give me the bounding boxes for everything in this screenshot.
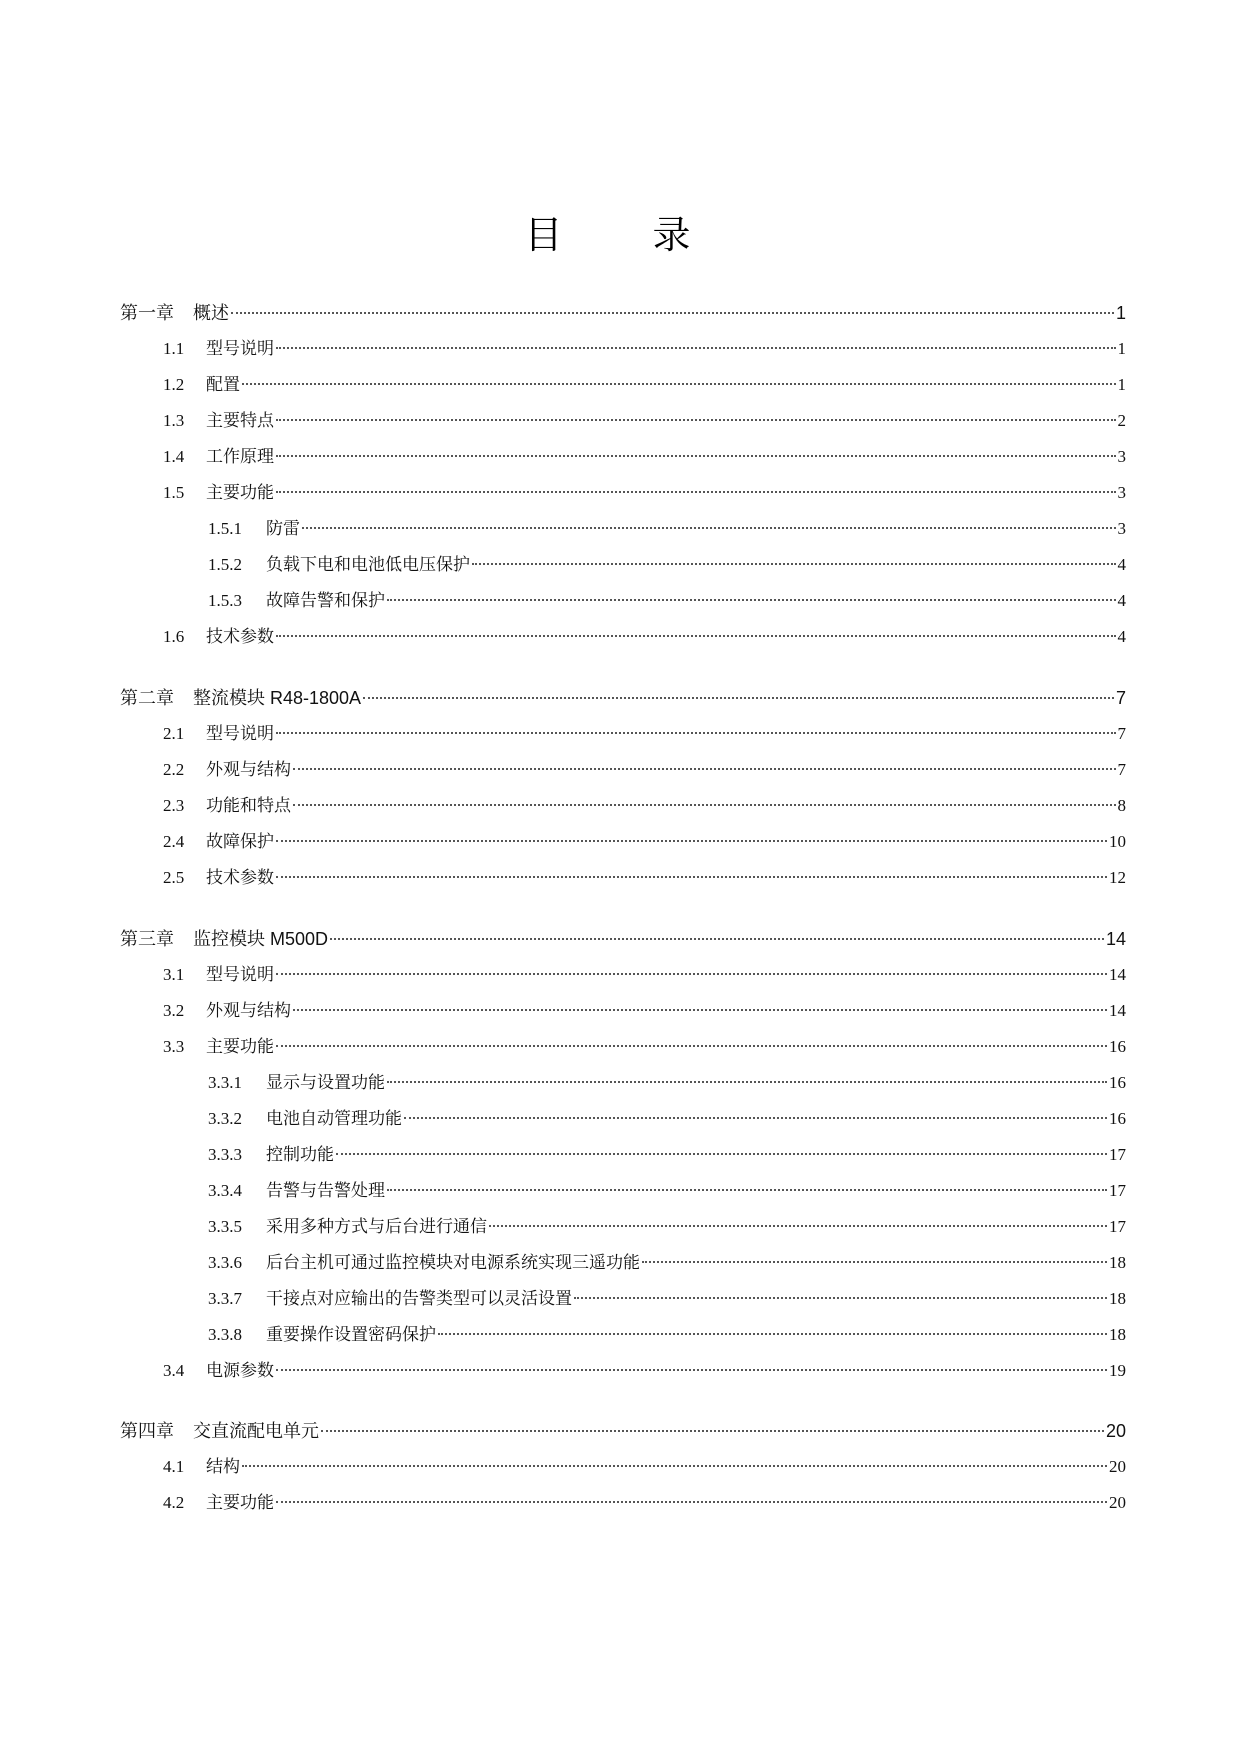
dot-leader bbox=[404, 1117, 1107, 1119]
toc-entry-page: 4 bbox=[1117, 555, 1126, 574]
toc-entry[interactable] bbox=[208, 1140, 1126, 1170]
toc-entry[interactable] bbox=[208, 1068, 1126, 1098]
toc-entry-page: 18 bbox=[1109, 1253, 1126, 1272]
toc-entry-title: 主要功能 bbox=[206, 483, 274, 502]
toc-entry-number: 3.1 bbox=[163, 965, 185, 984]
toc-entry-title: 主要功能 bbox=[206, 1037, 274, 1056]
toc-entry-number: 3.3.4 bbox=[208, 1181, 242, 1200]
toc-entry[interactable] bbox=[208, 1284, 1126, 1314]
dot-leader bbox=[276, 840, 1107, 842]
toc-entry-number: 3.4 bbox=[163, 1361, 185, 1380]
toc-entry[interactable] bbox=[163, 755, 1126, 785]
dot-leader bbox=[276, 419, 1116, 421]
dot-leader bbox=[363, 697, 1114, 699]
toc-entry[interactable] bbox=[163, 791, 1126, 821]
toc-entry-title: 技术参数 bbox=[206, 868, 274, 887]
dot-leader bbox=[276, 491, 1116, 493]
toc-entry-number: 2.5 bbox=[163, 868, 185, 887]
toc-entry-page: 18 bbox=[1109, 1289, 1126, 1308]
dot-leader bbox=[276, 973, 1107, 975]
toc-entry-page: 10 bbox=[1109, 832, 1126, 851]
toc-entry-number: 2.4 bbox=[163, 832, 185, 851]
toc-entry-page: 14 bbox=[1109, 1001, 1126, 1020]
toc-entry-page: 20 bbox=[1109, 1457, 1126, 1476]
toc-entry[interactable] bbox=[163, 1032, 1126, 1062]
toc-entry-page: 18 bbox=[1109, 1325, 1126, 1344]
toc-entry-title: 概述 bbox=[193, 303, 229, 323]
toc-entry-number: 1.5.3 bbox=[208, 591, 242, 610]
toc-entry-page: 17 bbox=[1109, 1181, 1126, 1200]
toc-entry-title: 型号说明 bbox=[206, 965, 274, 984]
dot-leader bbox=[293, 804, 1116, 806]
toc-entry-page: 19 bbox=[1109, 1361, 1126, 1380]
toc-entry-page: 1 bbox=[1115, 303, 1126, 323]
toc-entry-page: 3 bbox=[1117, 519, 1126, 538]
toc-entry[interactable] bbox=[163, 478, 1126, 508]
dot-leader bbox=[293, 768, 1116, 770]
toc-entry-number: 2.1 bbox=[163, 724, 185, 743]
toc-entry-page: 12 bbox=[1109, 868, 1126, 887]
dot-leader bbox=[276, 455, 1116, 457]
toc-entry-title: 电池自动管理功能 bbox=[266, 1109, 402, 1128]
toc-entry[interactable] bbox=[163, 863, 1126, 893]
dot-leader bbox=[293, 1009, 1107, 1011]
toc-entry-title: 配置 bbox=[206, 375, 240, 394]
toc-entry-title: 整流模块 R48-1800A bbox=[193, 688, 362, 708]
toc-entry-title: 型号说明 bbox=[206, 339, 274, 358]
toc-entry-number: 4.1 bbox=[163, 1457, 185, 1476]
toc-entry-title: 故障告警和保护 bbox=[266, 591, 385, 610]
toc-entry-page: 20 bbox=[1105, 1421, 1126, 1441]
toc-entry-title: 显示与设置功能 bbox=[266, 1073, 385, 1092]
toc-entry[interactable] bbox=[208, 550, 1126, 580]
toc-entry[interactable] bbox=[208, 1104, 1126, 1134]
dot-leader bbox=[276, 876, 1107, 878]
toc-entry-number: 1.3 bbox=[163, 411, 185, 430]
toc-entry-page: 7 bbox=[1117, 760, 1126, 779]
toc-entry-title: 工作原理 bbox=[206, 447, 274, 466]
toc-entry-title: 采用多种方式与后台进行通信 bbox=[266, 1217, 487, 1236]
toc-entry-page: 3 bbox=[1117, 447, 1126, 466]
dot-leader bbox=[574, 1297, 1107, 1299]
toc-entry-page: 7 bbox=[1117, 724, 1126, 743]
toc-entry-title: 监控模块 M500D bbox=[193, 929, 329, 949]
toc-entry-number: 2.3 bbox=[163, 796, 185, 815]
toc-entry-title: 结构 bbox=[206, 1457, 240, 1476]
dot-leader bbox=[276, 732, 1116, 734]
toc-entry-title: 告警与告警处理 bbox=[266, 1181, 385, 1200]
dot-leader bbox=[276, 1369, 1107, 1371]
toc-entry-title: 型号说明 bbox=[206, 724, 274, 743]
toc-entry-title: 技术参数 bbox=[206, 627, 274, 646]
toc-entry[interactable] bbox=[163, 996, 1126, 1026]
toc-entry-number: 1.5 bbox=[163, 483, 185, 502]
toc-entry-number: 3.3.2 bbox=[208, 1109, 242, 1128]
dot-leader bbox=[387, 1081, 1107, 1083]
dot-leader bbox=[330, 938, 1104, 940]
toc-entry-title: 负载下电和电池低电压保护 bbox=[266, 555, 470, 574]
toc-entry-title: 重要操作设置密码保护 bbox=[266, 1325, 436, 1344]
toc-entry-page: 20 bbox=[1109, 1493, 1126, 1512]
toc-entry-page: 17 bbox=[1109, 1145, 1126, 1164]
toc-entry[interactable] bbox=[163, 719, 1126, 749]
toc-entry-title: 外观与结构 bbox=[206, 1001, 291, 1020]
toc-entry-title: 功能和特点 bbox=[206, 796, 291, 815]
toc-entry-page: 1 bbox=[1117, 339, 1126, 358]
dot-leader bbox=[438, 1333, 1107, 1335]
dot-leader bbox=[642, 1261, 1107, 1263]
dot-leader bbox=[489, 1225, 1107, 1227]
toc-entry-page: 16 bbox=[1109, 1109, 1126, 1128]
toc-entry-number: 3.3.6 bbox=[208, 1253, 242, 1272]
toc-entry-number: 4.2 bbox=[163, 1493, 185, 1512]
dot-leader bbox=[387, 599, 1116, 601]
toc-entry[interactable] bbox=[163, 1488, 1126, 1518]
toc-entry-number: 1.6 bbox=[163, 627, 185, 646]
toc-entry[interactable] bbox=[163, 442, 1126, 472]
toc-entry[interactable] bbox=[163, 334, 1126, 364]
toc-entry-number: 第二章 bbox=[120, 688, 174, 708]
toc-entry[interactable] bbox=[120, 683, 1126, 713]
toc-entry[interactable] bbox=[163, 1356, 1126, 1386]
toc-entry-number: 第一章 bbox=[120, 303, 174, 323]
toc-entry-number: 3.3.1 bbox=[208, 1073, 242, 1092]
toc-entry[interactable] bbox=[208, 514, 1126, 544]
toc-entry-number: 1.5.1 bbox=[208, 519, 242, 538]
toc-entry[interactable] bbox=[120, 924, 1126, 954]
dot-leader bbox=[387, 1189, 1107, 1191]
toc-entry-page: 16 bbox=[1109, 1037, 1126, 1056]
toc-entry-title: 后台主机可通过监控模块对电源系统实现三遥功能 bbox=[266, 1253, 640, 1272]
dot-leader bbox=[321, 1430, 1104, 1432]
toc-entry-number: 1.1 bbox=[163, 339, 185, 358]
toc-entry-page: 14 bbox=[1109, 965, 1126, 984]
toc-entry-page: 16 bbox=[1109, 1073, 1126, 1092]
toc-entry-title: 外观与结构 bbox=[206, 760, 291, 779]
toc-entry-number: 3.3.3 bbox=[208, 1145, 242, 1164]
toc-entry-page: 17 bbox=[1109, 1217, 1126, 1236]
dot-leader bbox=[472, 563, 1116, 565]
dot-leader bbox=[276, 1501, 1107, 1503]
toc-title: 目 录 bbox=[524, 213, 717, 257]
toc-entry-page: 1 bbox=[1117, 375, 1126, 394]
toc-entry-number: 3.3.5 bbox=[208, 1217, 242, 1236]
dot-leader bbox=[276, 635, 1116, 637]
toc-entry-number: 1.4 bbox=[163, 447, 185, 466]
toc-entry-number: 2.2 bbox=[163, 760, 185, 779]
dot-leader bbox=[276, 1045, 1107, 1047]
dot-leader bbox=[302, 527, 1116, 529]
toc-entry[interactable] bbox=[163, 960, 1126, 990]
toc-entry-title: 交直流配电单元 bbox=[193, 1421, 319, 1441]
toc-entry[interactable] bbox=[163, 370, 1126, 400]
toc-entry-number: 1.2 bbox=[163, 375, 185, 394]
toc-entry-title: 故障保护 bbox=[206, 832, 274, 851]
dot-leader bbox=[231, 312, 1114, 314]
toc-entry-number: 3.2 bbox=[163, 1001, 185, 1020]
toc-entry-page: 14 bbox=[1105, 929, 1126, 949]
toc-entry-number: 3.3.7 bbox=[208, 1289, 242, 1308]
toc-entry[interactable] bbox=[120, 298, 1126, 328]
toc-entry-page: 4 bbox=[1117, 591, 1126, 610]
dot-leader bbox=[242, 1465, 1107, 1467]
toc-entry-number: 3.3.8 bbox=[208, 1325, 242, 1344]
toc-entry-number: 第四章 bbox=[120, 1421, 174, 1441]
toc-entry[interactable] bbox=[163, 622, 1126, 652]
toc-entry[interactable] bbox=[208, 1248, 1126, 1278]
toc-entry[interactable] bbox=[163, 406, 1126, 436]
toc-entry[interactable] bbox=[208, 1320, 1126, 1350]
dot-leader bbox=[336, 1153, 1107, 1155]
dot-leader bbox=[276, 347, 1116, 349]
toc-entry-title: 电源参数 bbox=[206, 1361, 274, 1380]
toc-entry-page: 2 bbox=[1117, 411, 1126, 430]
toc-entry[interactable] bbox=[208, 1212, 1126, 1242]
toc-entry[interactable] bbox=[208, 1176, 1126, 1206]
toc-entry-page: 3 bbox=[1117, 483, 1126, 502]
toc-entry-title: 干接点对应输出的告警类型可以灵活设置 bbox=[266, 1289, 572, 1308]
toc-entry-title: 控制功能 bbox=[266, 1145, 334, 1164]
toc-entry[interactable] bbox=[163, 827, 1126, 857]
toc-entry-number: 3.3 bbox=[163, 1037, 185, 1056]
toc-entry-page: 7 bbox=[1115, 688, 1126, 708]
toc-entry[interactable] bbox=[120, 1416, 1126, 1446]
toc-entry-title: 防雷 bbox=[266, 519, 300, 538]
toc-entry-number: 1.5.2 bbox=[208, 555, 242, 574]
toc-entry-title: 主要特点 bbox=[206, 411, 274, 430]
dot-leader bbox=[242, 383, 1116, 385]
toc-entry-number: 第三章 bbox=[120, 929, 174, 949]
toc-entry[interactable] bbox=[163, 1452, 1126, 1482]
toc-entry[interactable] bbox=[208, 586, 1126, 616]
toc-entry-title: 主要功能 bbox=[206, 1493, 274, 1512]
toc-entry-page: 4 bbox=[1117, 627, 1126, 646]
toc-entry-page: 8 bbox=[1117, 796, 1126, 815]
